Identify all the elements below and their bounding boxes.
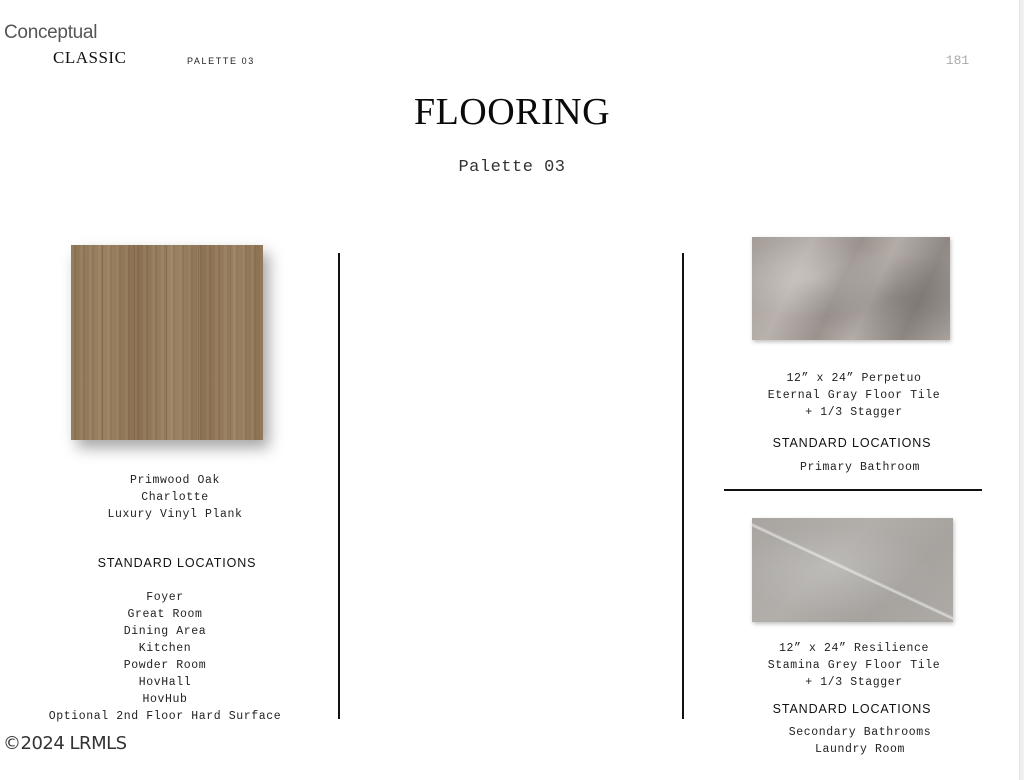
copyright-watermark: ©2024 LRMLS <box>3 733 127 754</box>
list-item: HovHub <box>142 693 188 706</box>
right-bottom-locations-list <box>730 724 990 758</box>
brand-classic: CLASSIC <box>53 48 127 67</box>
product-line: + 1/3 Stagger <box>805 676 903 689</box>
product-line: 12” x 24” Resilience <box>778 642 930 655</box>
product-line: Eternal Gray Floor Tile <box>767 389 941 402</box>
list-item: Secondary Bathrooms <box>788 726 932 739</box>
product-line: 12” x 24” Perpetuo <box>786 372 922 385</box>
product-line: Charlotte <box>141 491 209 504</box>
left-locations-list <box>20 589 310 725</box>
resilience-tile-swatch <box>752 518 953 622</box>
right-top-product-description <box>724 370 984 421</box>
right-top-locations-heading: STANDARD LOCATIONS <box>772 436 932 450</box>
page-subtitle: Palette 03 <box>458 158 566 177</box>
product-line: Luxury Vinyl Plank <box>107 508 243 521</box>
right-bottom-locations-heading: STANDARD LOCATIONS <box>772 702 932 716</box>
list-item: Primary Bathroom <box>799 461 921 474</box>
right-divider <box>682 253 684 719</box>
right-bottom-product-description <box>724 640 984 691</box>
list-item: Kitchen <box>138 642 192 655</box>
list-item: Powder Room <box>123 659 207 672</box>
page-title: FLOORING <box>413 91 611 133</box>
product-line: + 1/3 Stagger <box>805 406 903 419</box>
list-item: Dining Area <box>123 625 207 638</box>
page-number: 181 <box>945 53 970 68</box>
left-divider <box>338 253 340 719</box>
list-item: Optional 2nd Floor Hard Surface <box>48 710 282 723</box>
product-line: Primwood Oak <box>129 474 220 487</box>
list-item: HovHall <box>138 676 192 689</box>
list-item: Laundry Room <box>814 743 905 756</box>
right-top-locations-list <box>730 459 990 476</box>
perpetuo-tile-swatch <box>752 237 950 340</box>
right-section-divider <box>724 489 982 491</box>
product-line: Stamina Grey Floor Tile <box>767 659 941 672</box>
brand-conceptual: Conceptual <box>4 22 98 43</box>
left-product-description <box>45 472 305 523</box>
list-item: Great Room <box>127 608 203 621</box>
page-edge <box>1019 0 1024 780</box>
left-locations-heading: STANDARD LOCATIONS <box>97 556 257 570</box>
list-item: Foyer <box>146 591 184 604</box>
palette-tag: PALETTE 03 <box>187 56 255 66</box>
wood-plank-swatch <box>71 245 263 440</box>
